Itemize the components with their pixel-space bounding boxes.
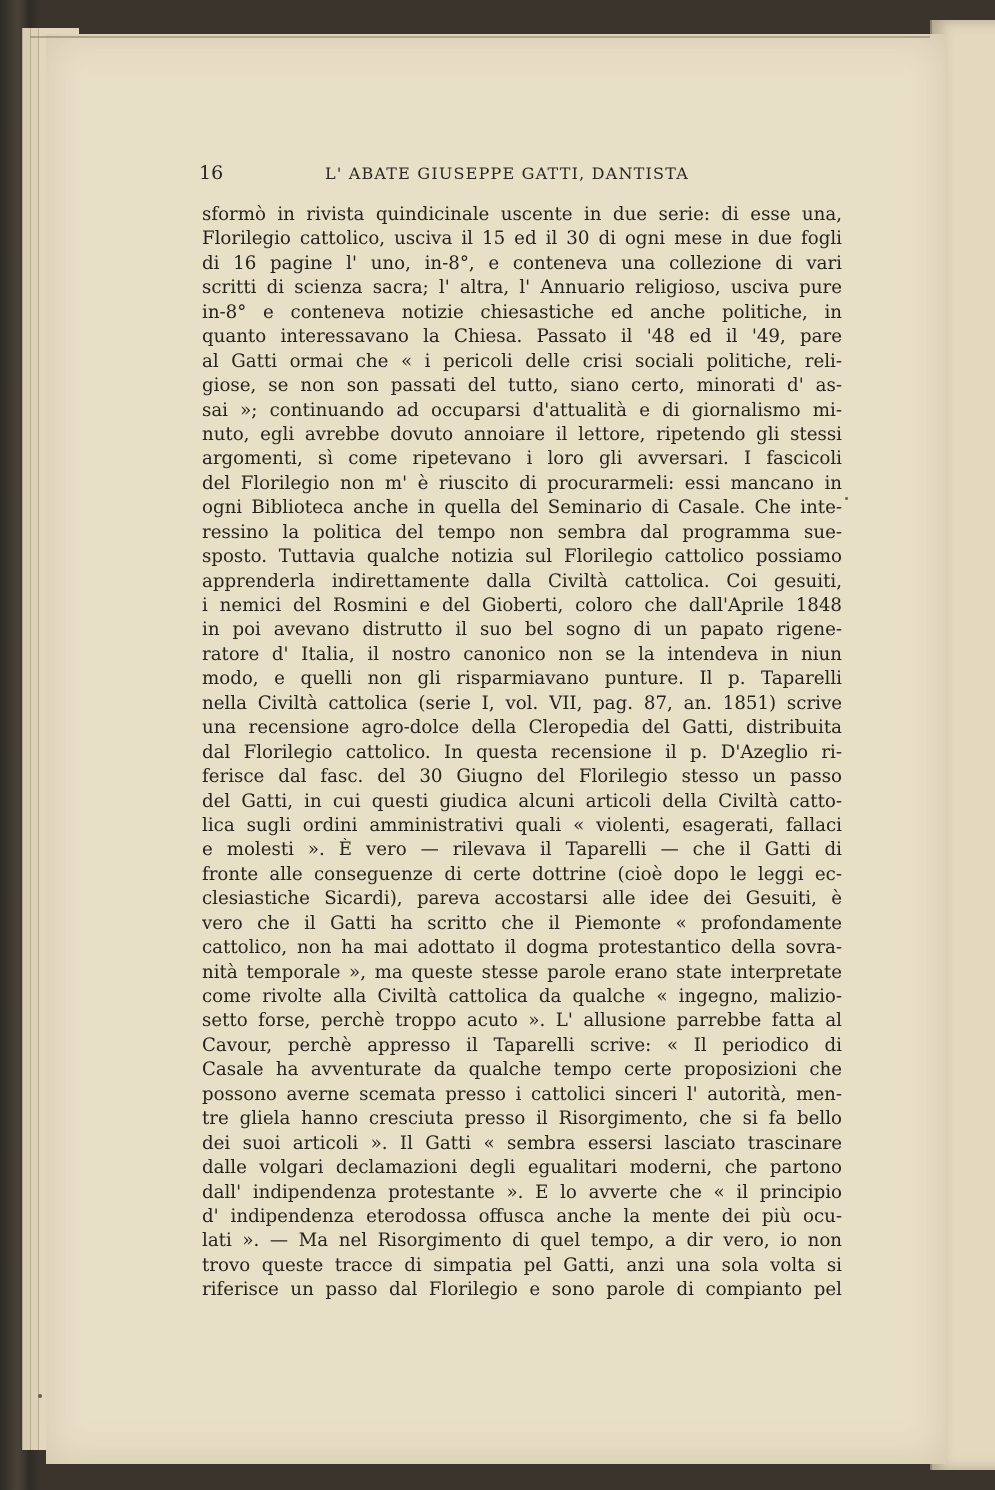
text-line: del Gatti, in cui questi giudica alcuni articoli della Civiltà catto- [202, 790, 842, 812]
text-line: ogni Biblioteca anche in quella del Seminario di Casale. Che inte- [202, 497, 842, 519]
text-line: Florilegio cattolico, usciva il 15 ed il 30 di ogni mese in due fogli [202, 228, 842, 250]
text-line: quanto interessavano la Chiesa. Passato il '48 ed il '49, pare [202, 326, 842, 348]
page-header [199, 162, 839, 192]
text-line: nità temporale », ma queste stesse parole erano state interpretate [202, 961, 842, 983]
page-number: 16 [199, 162, 224, 184]
text-line: possono averne scemata presso i cattolici sinceri l' autorità, men- [202, 1083, 842, 1105]
text-line: trovo queste tracce di simpatia pel Gatti, anzi una sola volta si [202, 1254, 842, 1276]
text-line: in-8° e conteneva notizie chiesastiche ed anche politiche, in [202, 301, 842, 323]
text-line: sai »; continuando ad occuparsi d'attualità e di giornalismo mi- [202, 399, 842, 421]
text-line: dal Florilegio cattolico. In questa recensione il p. D'Azeglio ri- [202, 741, 842, 763]
text-line: come rivolte alla Civiltà cattolica da qualche « ingegno, malizio- [202, 986, 842, 1007]
text-line: del Florilegio non m' è riuscito di procurarmeli: essi mancano in [202, 472, 842, 494]
text-line: apprenderla indirettamente dalla Civiltà cattolica. Coi gesuiti, [202, 570, 842, 592]
text-line: modo, e quelli non gli risparmiavano punture. Il p. Taparelli [202, 668, 842, 690]
text-line: sformò in rivista quindicinale uscente in due serie: di esse una, [202, 204, 842, 225]
text-line: di 16 pagine l' uno, in-8°, e conteneva una collezione di vari [202, 252, 842, 274]
text-line: riferisce un passo dal Florilegio e sono parole di compianto pel [202, 1279, 842, 1301]
text-line: fronte alle conseguenze di certe dottrine (cioè dopo le leggi ec- [202, 863, 842, 885]
text-line: lica sugli ordini amministrativi quali « violenti, esagerati, fallaci [202, 814, 842, 836]
text-line: lati ». — Ma nel Risorgimento di quel tempo, a dir vero, io non [202, 1230, 842, 1252]
text-line: nuto, egli avrebbe dovuto annoiare il lettore, ripetendo gli stessi [202, 423, 842, 445]
text-line: cattolico, non ha mai adottato il dogma protestantico della sovra- [202, 937, 842, 959]
text-line: i nemici del Rosmini e del Gioberti, coloro che dall'Aprile 1848 [202, 595, 842, 616]
body-text [202, 203, 842, 1303]
text-line: nella Civiltà cattolica (serie I, vol. VII, pag. 87, an. 1851) scrive [202, 692, 842, 714]
page-top-edge [30, 36, 930, 38]
text-line: ferisce dal fasc. del 30 Giugno del Florilegio stesso un passo [202, 766, 842, 788]
text-line: tre gliela hanno cresciuta presso il Risorgimento, che si fa bello [202, 1108, 842, 1130]
text-line: una recensione agro-dolce della Cleropedia del Gatti, distribuita [202, 717, 842, 739]
text-line: d' indipendenza eterodossa offusca anche la mente dei più ocu- [202, 1205, 842, 1227]
text-line: in poi avevano distrutto il suo bel sogno di un papato rigene- [202, 619, 842, 641]
text-line: e molesti ». È vero — rilevava il Taparelli — che il Gatti di [202, 839, 842, 861]
running-title: L' ABATE GIUSEPPE GATTI, DANTISTA [325, 164, 689, 183]
paper-spot [38, 1394, 42, 1398]
text-line: setto forse, perchè troppo acuto ». L' allusione parrebbe fatta al [202, 1010, 842, 1032]
text-line: scritti di scienza sacra; l' altra, l' Annuario religioso, usciva pure [202, 277, 842, 299]
text-line: sposto. Tuttavia qualche notizia sul Florilegio cattolico possiamo [202, 546, 842, 568]
text-line: Cavour, perchè appresso il Taparelli scrive: « Il periodico di [202, 1034, 842, 1056]
text-line: ratore d' Italia, il nostro canonico non se la intendeva in niun [202, 643, 842, 665]
paper-spot [845, 497, 848, 500]
text-line: argomenti, sì come ripetevano i loro gli avversari. I fascicoli [202, 448, 842, 470]
text-line: giose, se non son passati del tutto, siano certo, minorati d' as- [202, 375, 842, 397]
text-line: Casale ha avventurate da qualche tempo certe proposizioni che [202, 1059, 842, 1081]
text-line: dei suoi articoli ». Il Gatti « sembra essersi lasciato trascinare [202, 1132, 842, 1154]
text-line: ressino la politica del tempo non sembra dal programma sue- [202, 521, 842, 543]
text-line: al Gatti ormai che « i pericoli delle crisi sociali politiche, reli- [202, 350, 842, 372]
text-line: dalle volgari declamazioni degli egualitari moderni, che partono [202, 1157, 842, 1179]
text-line: dall' indipendenza protestante ». E lo avverte che « il principio [202, 1181, 842, 1203]
text-line: vero che il Gatti ha scritto che il Piemonte « profondamente [202, 912, 842, 934]
text-line: clesiastiche Sicardi), pareva accostarsi alle idee dei Gesuiti, è [202, 888, 842, 910]
